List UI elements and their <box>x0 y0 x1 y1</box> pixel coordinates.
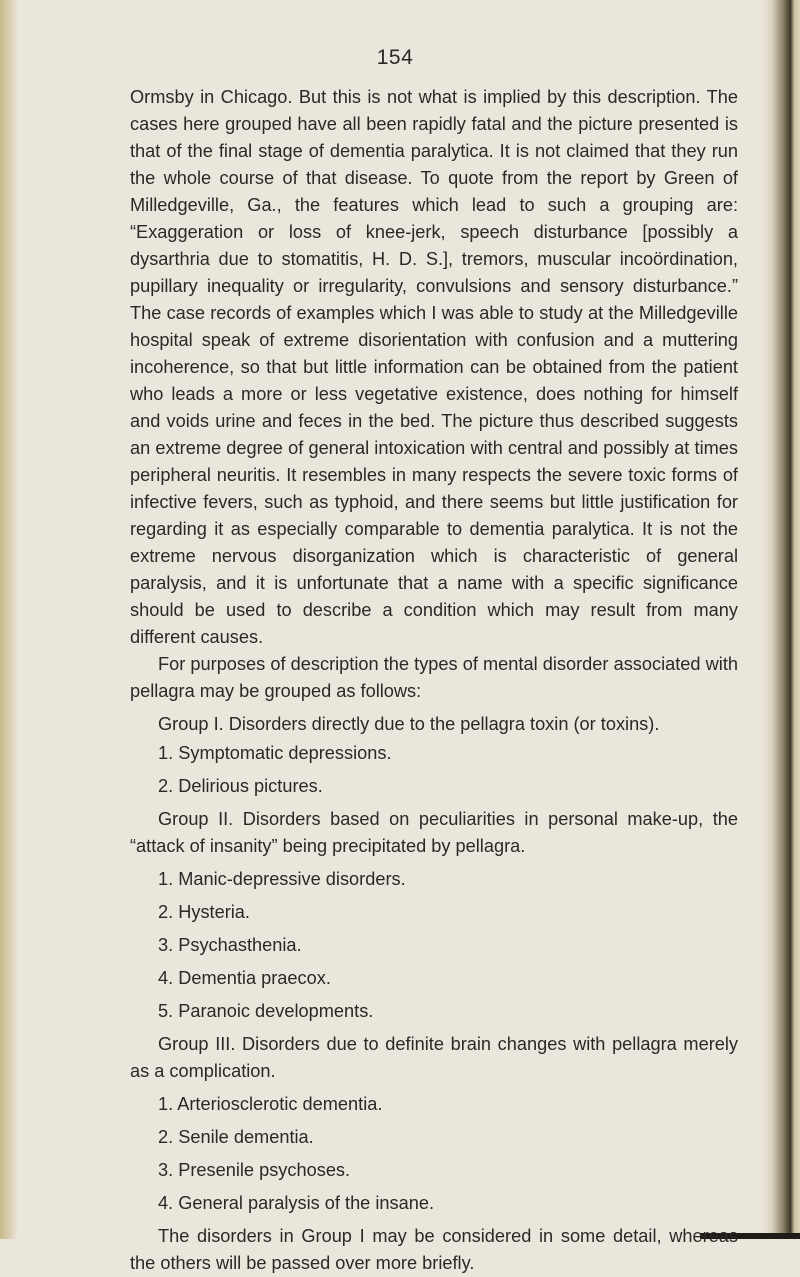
group-2-item: 1. Manic-depressive disorders. <box>158 869 406 889</box>
paragraph-3: The disorders in Group I may be considered in some detail, whereas the others will be passed over more briefly. <box>130 1226 738 1273</box>
page-body <box>130 84 738 1277</box>
group-3-item: 2. Senile dementia. <box>158 1127 314 1147</box>
paragraph-1: Ormsby in Chicago. But this is not what is implied by this description. The cases here grouped have all been rapidly fatal and the picture presented is that of the final stage of dementia paralytica. It is not claimed that they run the whole course of that disease. To quote from the report by Green of Milledgeville, Ga., the features which lead to such a grouping are: “Exaggeration or loss of knee-jerk, speech disturbance [possibly a dysarthria due to stomatitis, H. D. S.], tremors, muscular incoördination, pupillary inequality or irregularity, convulsions and sensory disturbance.” The case records of examples which I was able to study at the Milledgeville hospital speak of extreme disorientation with confusion and a muttering incoherence, so that but little information can be obtained from the patient who leads a more or less vegetative existence, does nothing for himself and voids urine and feces in the bed. The picture thus described suggests an extreme degree of general intoxication with central and possibly at times peripheral neuritis. It resembles in many respects the severe toxic forms of infective fevers, such as typhoid, and there seems but little justification for regarding it as especially comparable to dementia paralytica. It is not the extreme nervous disorganization which is characteristic of general paralysis, and it is unfortunate that a name with a specific significance should be used to describe a condition which may result from many different causes. <box>130 87 738 647</box>
group-1-heading: Group I. Disorders directly due to the pellagra toxin (or toxins). <box>158 714 660 734</box>
book-spine-edge <box>762 0 800 1239</box>
group-1-item: 2. Delirious pictures. <box>158 776 323 796</box>
group-2-item: 3. Psychasthenia. <box>158 935 302 955</box>
group-2-heading: Group II. Disorders based on peculiarities in personal make-up, the “attack of insanity” being precipitated by pellagra. <box>130 809 738 856</box>
group-3-item: 1. Arteriosclerotic dementia. <box>158 1094 383 1114</box>
group-2-item: 5. Paranoic developments. <box>158 1001 374 1021</box>
group-3-item: 4. General paralysis of the insane. <box>158 1193 435 1213</box>
page-left-edge <box>0 0 18 1239</box>
group-2-item: 4. Dementia praecox. <box>158 968 331 988</box>
page-number: 154 <box>376 46 414 69</box>
group-3-heading: Group III. Disorders due to definite brain changes with pellagra merely as a complication. <box>130 1034 738 1081</box>
group-3-item: 3. Presenile psychoses. <box>158 1160 351 1180</box>
group-2-item: 2. Hysteria. <box>158 902 250 922</box>
paragraph-2: For purposes of description the types of mental disorder associated with pellagra may be grouped as follows: <box>130 654 738 701</box>
group-1-item: 1. Symptomatic depressions. <box>158 743 392 763</box>
